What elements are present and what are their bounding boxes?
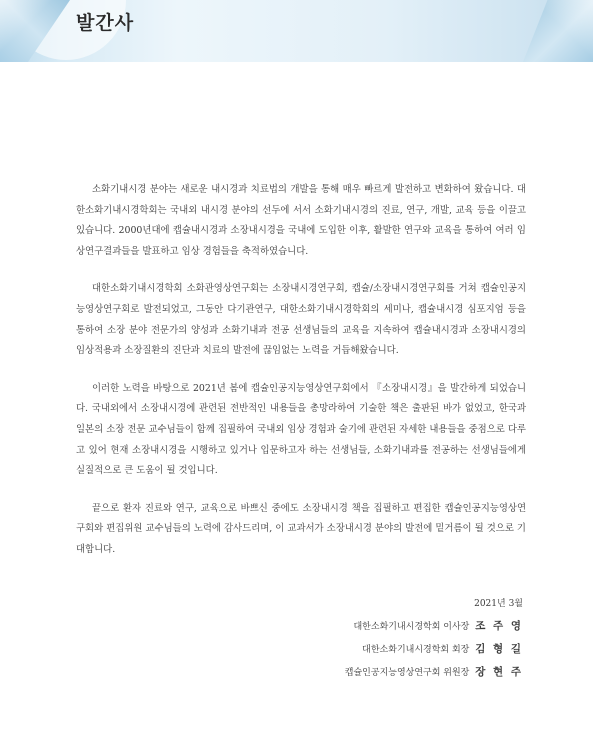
paragraph-2: 대한소화기내시경학회 소화관영상연구회는 소장내시경연구회, 캡슐/소장내시경연구회를 거쳐 캡슐인공지능영상연구회로 발전되었고, 그동안 다기관연구, 대한소화기내시경학회의 세미나, 캡슐내시경 심포지엄 등을 통하여 소장 분야 전문가의 양성과 소화기내과 전공 선생님들의 교육을 지속하여 캡슐내시경과 소장내시경의 임상적용과 소장질환의 진단과 치료의 발전에 끊임없는 노력을 거듭해왔습니다. bbox=[76, 283, 526, 357]
signature-date: 2021년 3월 bbox=[474, 599, 523, 609]
signature-name: 김 형 길 bbox=[475, 643, 523, 655]
signature-role: 대한소화기내시경학회 회장 bbox=[362, 645, 470, 655]
signature-line bbox=[345, 638, 523, 661]
signature-line bbox=[345, 615, 523, 638]
paragraph-4: 끝으로 환자 진료와 연구, 교육으로 바쁘신 중에도 소장내시경 책을 집필하고 편집한 캡슐인공지능영상연구회와 편집위원 교수님들의 노력에 감사드리며, 이 교과서가 소장내시경 분야의 발전에 밑거름이 될 것으로 기대합니다. bbox=[76, 502, 526, 555]
signature-role: 대한소화기내시경학회 이사장 bbox=[353, 622, 470, 632]
header-banner bbox=[0, 0, 593, 62]
signature-line bbox=[345, 661, 523, 684]
signature-role: 캡슐인공지능영상연구회 위원장 bbox=[344, 668, 470, 678]
signature-name: 장 현 주 bbox=[475, 666, 523, 678]
signature-name: 조 주 영 bbox=[475, 620, 523, 632]
preface-body bbox=[76, 180, 526, 578]
signature-block bbox=[345, 593, 523, 684]
paragraph-1: 소화기내시경 분야는 새로운 내시경과 치료법의 개발을 통해 매우 빠르게 발전하고 변화하여 왔습니다. 대한소화기내시경학회는 국내외 내시경 분야의 선두에 서서 소화기내시경의 진료, 연구, 개발, 교육 등을 이끌고 있습니다. 2000년대에 캡슐내시경과 소장내시경을 국내에 도입한 이후, 활발한 연구와 교육을 통하여 여러 임상연구결과들을 발표하고 임상 경험들을 축적하였습니다. bbox=[76, 184, 526, 257]
page-title: 발간사 bbox=[76, 12, 135, 34]
header-decoration-right bbox=[523, 0, 593, 62]
paragraph-3: 이러한 노력을 바탕으로 2021년 봄에 캡슐인공지능영상연구회에서 『소장내시경』을 발간하게 되었습니다. 국내외에서 소장내시경에 관련된 전반적인 내용들을 총망라하여 기술한 책은 출판된 바가 없었고, 한국과 일본의 소장 전문 교수님들이 함께 집필하여 국내외 임상 경험과 술기에 관련된 자세한 내용들을 중점으로 다루고 있어 현재 소장내시경을 시행하고 있거나 입문하고자 하는 선생님들, 소화기내과를 전공하는 선생님들에게 실질적으로 큰 도움이 될 것입니다. bbox=[76, 382, 526, 477]
